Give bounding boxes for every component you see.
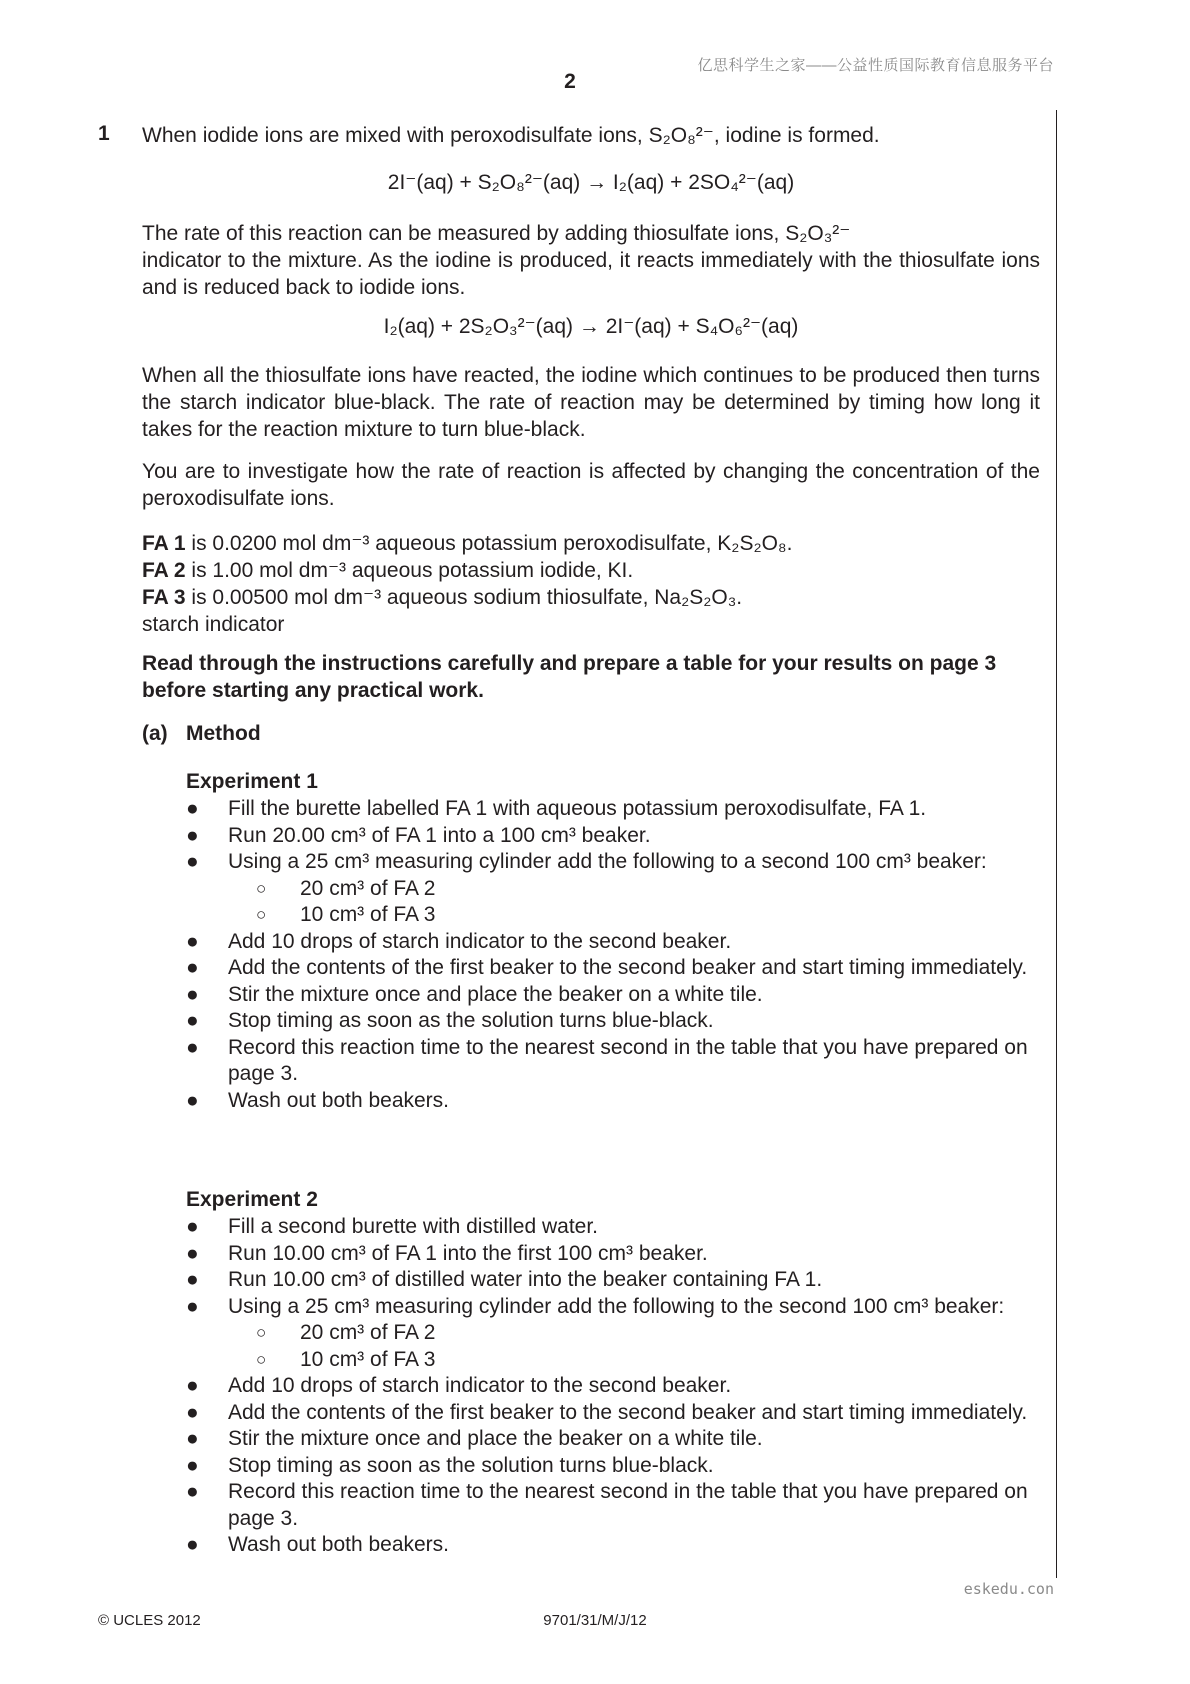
- bullet-icon: ●: [186, 1400, 199, 1424]
- list-item: [186, 1008, 1046, 1035]
- part-label: (a): [142, 722, 168, 745]
- experiment-2-title: Experiment 2: [186, 1188, 318, 1211]
- paragraph-3: [142, 458, 1040, 512]
- reagent-list: [142, 530, 1040, 638]
- list-item-text: Stop timing as soon as the solution turns blue-black.: [228, 1009, 714, 1032]
- list-item: [186, 1214, 1046, 1241]
- list-item-text: Fill a second burette with distilled water.: [228, 1215, 599, 1238]
- paragraph-2-text: When all the thiosulfate ions have reacted, the iodine which continues to be produced then turns the starch indicator blue-black. The rate of reaction may be determined by timing how long it takes for the reaction mixture to turn blue-black.: [142, 364, 1040, 441]
- list-item: [186, 1267, 1046, 1294]
- part-title: Method: [186, 722, 261, 745]
- bullet-icon: ●: [186, 1215, 199, 1238]
- list-item-text: Wash out both beakers.: [228, 1533, 450, 1556]
- list-item: [186, 1241, 1046, 1268]
- reagent-text: is 1.00 mol dm⁻³ aqueous potassium iodide, KI.: [185, 559, 634, 582]
- paragraph-3-text: You are to investigate how the rate of reaction is affected by changing the concentration of the peroxodisulfate ions.: [142, 460, 1040, 510]
- list-item-text: Add the contents of the first beaker to the second beaker and start timing immediately.: [228, 1400, 1028, 1424]
- circle-bullet-icon: ○: [256, 1349, 267, 1369]
- question-number: 1: [98, 122, 110, 145]
- list-item-text: Add the contents of the first beaker to the second beaker and start timing immediately.: [228, 956, 1028, 979]
- list-item-text: 20 cm³ of FA 2: [300, 876, 436, 900]
- list-item-text: 10 cm³ of FA 3: [300, 903, 436, 926]
- list-item-text: 20 cm³ of FA 2: [300, 1321, 436, 1344]
- bullet-icon: ●: [186, 982, 199, 1006]
- list-item: [186, 929, 1046, 956]
- list-item-text: 10 cm³ of FA 3: [300, 1347, 436, 1371]
- bullet-icon: ●: [186, 1088, 199, 1112]
- paragraph-1-line: The rate of this reaction can be measured by adding thiosulfate ions, S₂O₃²⁻: [142, 222, 851, 245]
- bullet-icon: ●: [186, 797, 199, 820]
- list-item-text: Run 20.00 cm³ of FA 1 into a 100 cm³ beaker.: [228, 823, 651, 847]
- footer-watermark: eskedu.con: [963, 1580, 1054, 1598]
- list-item: [186, 1426, 1046, 1453]
- paragraph-1: [142, 220, 1040, 301]
- circle-bullet-icon: ○: [256, 1323, 267, 1342]
- list-item-text: Run 10.00 cm³ of distilled water into the beaker containing FA 1.: [228, 1268, 823, 1291]
- list-item: [186, 1294, 1046, 1321]
- sub-list-item: [186, 902, 1046, 929]
- reagent-text: is 0.0200 mol dm⁻³ aqueous potassium peroxodisulfate, K₂S₂O₈.: [185, 532, 793, 555]
- list-item: [186, 849, 1046, 876]
- reagent-text: starch indicator: [142, 613, 285, 636]
- bullet-icon: ●: [186, 929, 199, 953]
- intro-text: When iodide ions are mixed with peroxodisulfate ions, S₂O₈²⁻, iodine is formed.: [142, 124, 880, 147]
- list-item: [186, 1088, 1046, 1115]
- list-item: [186, 982, 1046, 1009]
- reagent-label: FA 3: [142, 586, 186, 609]
- bullet-icon: ●: [186, 1374, 199, 1397]
- list-item: [186, 823, 1046, 850]
- reagent-text: is 0.00500 mol dm⁻³ aqueous sodium thiosulfate, Na₂S₂O₃.: [185, 586, 743, 609]
- bullet-icon: ●: [186, 1241, 199, 1265]
- experiment-1-list: [186, 796, 1046, 1114]
- reagent-fa3: [142, 584, 1040, 611]
- list-item-text: Stir the mixture once and place the beaker on a white tile.: [228, 1427, 763, 1450]
- list-item-text: Stop timing as soon as the solution turns blue-black.: [228, 1453, 714, 1477]
- bullet-icon: ●: [186, 850, 199, 873]
- bullet-icon: ●: [186, 1453, 199, 1477]
- equation-2: I₂(aq) + 2S₂O₃²⁻(aq) → 2I⁻(aq) + S₄O₆²⁻(aq): [383, 315, 799, 338]
- reagent-starch: [142, 611, 1040, 638]
- list-item: [186, 1532, 1046, 1559]
- margin-rule: [1056, 110, 1057, 1578]
- list-item: [186, 1453, 1046, 1480]
- list-item: [186, 796, 1046, 823]
- list-item: [186, 1035, 1046, 1088]
- reagent-fa2: [142, 557, 1040, 584]
- paper-code: 9701/31/M/J/12: [543, 1612, 647, 1629]
- experiment-1-title: Experiment 1: [186, 770, 318, 793]
- list-item: [186, 1373, 1046, 1400]
- list-item: [186, 955, 1046, 982]
- bullet-icon: ●: [186, 823, 199, 847]
- list-item-text: Add 10 drops of starch indicator to the second beaker.: [228, 1374, 732, 1397]
- bullet-icon: ●: [186, 1009, 199, 1032]
- list-item: [186, 1400, 1046, 1427]
- list-item-text: Using a 25 cm³ measuring cylinder add the following to the second 100 cm³ beaker:: [228, 1294, 1005, 1318]
- equation-1: 2I⁻(aq) + S₂O₈²⁻(aq) → I₂(aq) + 2SO₄²⁻(aq): [387, 171, 795, 194]
- list-item-text: Stir the mixture once and place the beaker on a white tile.: [228, 982, 763, 1006]
- header-watermark: 亿思科学生之家——公益性质国际教育信息服务平台: [697, 57, 1054, 74]
- reagent-label: FA 2: [142, 559, 186, 582]
- reagent-fa1: [142, 530, 1040, 557]
- circle-bullet-icon: ○: [256, 905, 267, 924]
- list-item-text: Using a 25 cm³ measuring cylinder add the following to a second 100 cm³ beaker:: [228, 850, 987, 873]
- bullet-icon: ●: [186, 1268, 199, 1291]
- list-item-text: Wash out both beakers.: [228, 1088, 450, 1112]
- list-item: [186, 1479, 1046, 1532]
- reagent-label: FA 1: [142, 532, 186, 555]
- paragraph-2: [142, 362, 1040, 443]
- bullet-icon: ●: [186, 1533, 199, 1556]
- bullet-icon: ●: [186, 1294, 199, 1318]
- instruction-text: Read through the instructions carefully and prepare a table for your results on page 3 before starting any practical work.: [142, 652, 997, 702]
- bullet-icon: ●: [186, 1480, 199, 1503]
- bullet-icon: ●: [186, 956, 199, 979]
- sub-list-item: [186, 1347, 1046, 1374]
- page-number: 2: [564, 70, 576, 93]
- bullet-icon: ●: [186, 1035, 199, 1059]
- list-item-text: Record this reaction time to the nearest second in the table that you have prepared on page 3.: [228, 1480, 1028, 1530]
- circle-bullet-icon: ○: [256, 878, 267, 898]
- list-item-text: Record this reaction time to the nearest second in the table that you have prepared on page 3.: [228, 1035, 1028, 1085]
- paragraph-1-cont: indicator to the mixture. As the iodine is produced, it reacts immediately with the thiosulfate ions and is reduced back to iodide ions.: [142, 249, 1040, 299]
- list-item-text: Fill the burette labelled FA 1 with aqueous potassium peroxodisulfate, FA 1.: [228, 797, 927, 820]
- list-item-text: Add 10 drops of starch indicator to the second beaker.: [228, 929, 732, 953]
- experiment-2-list: [186, 1214, 1046, 1559]
- bullet-icon: ●: [186, 1427, 199, 1450]
- copyright: © UCLES 2012: [98, 1612, 201, 1629]
- list-item-text: Run 10.00 cm³ of FA 1 into the first 100 cm³ beaker.: [228, 1241, 708, 1265]
- sub-list-item: [186, 1320, 1046, 1347]
- sub-list-item: [186, 876, 1046, 903]
